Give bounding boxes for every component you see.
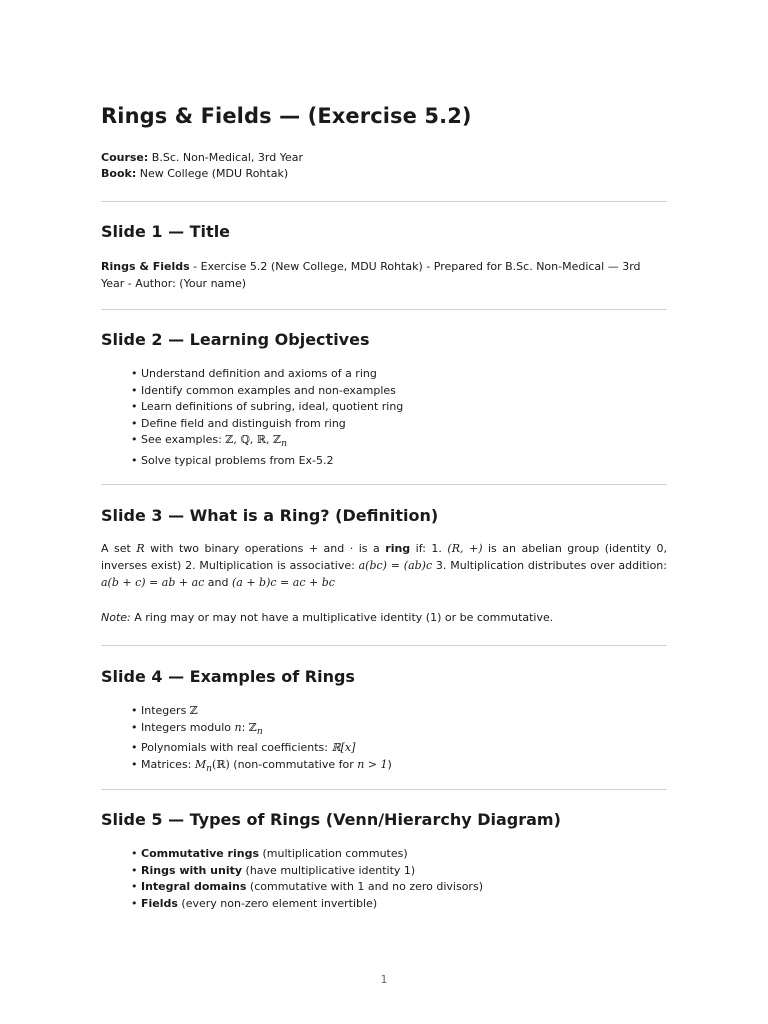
list-item [131,432,403,453]
slide2-objectives-list [131,366,403,470]
slide1-bold: Rings & Fields [101,260,190,273]
math-dist1: a(b + c) = ab + ac [101,576,205,589]
text: : [241,720,249,734]
slide3-note [101,609,667,626]
text: Polynomials with real coefficients: [141,741,332,755]
math-n: n [234,720,242,734]
list-item [131,720,392,741]
text: A set [101,542,137,555]
term: Fields [141,896,178,910]
text: (every non-zero element invertible) [177,896,378,910]
list-item: • Understand definition and axioms of a ring [131,366,403,383]
text: ) [387,757,392,771]
list-item [131,846,483,863]
list-item [131,896,483,913]
text: and [204,576,232,589]
list-item [131,879,483,896]
text: (commutative with 1 and no zero divisors) [246,880,483,894]
list-item: • Define field and distinguish from ring [131,416,403,433]
math-Zn: ℤ [248,720,257,734]
examples-math: ℤ, ℚ, ℝ, ℤ [225,433,282,447]
slide1-body: - Exercise 5.2 (New College, MDU Rohtak) - Prepared for B.Sc. Non-Medical — 3rd Year - Author: (Your name) [101,260,641,290]
slide2-heading: Slide 2 — Learning Objectives [101,330,370,349]
text: Integers modulo [141,720,235,734]
divider [101,309,667,310]
math-group: (R, +) [447,542,483,555]
text: Integers [141,704,190,717]
course-line [101,150,303,166]
ring-term: ring [385,542,411,555]
slide5-heading: Slide 5 — Types of Rings (Venn/Hierarchy Diagram) [101,810,561,829]
book-value: New College (MDU Rohtak) [136,167,289,180]
math-R: (ℝ) [212,757,230,771]
text: and · is a [318,542,386,555]
examples-prefix: See examples: [141,433,226,447]
math-Z: ℤ [189,704,198,717]
list-item [131,703,392,720]
note-text: A ring may or may not have a multiplicative identity (1) or be commutative. [130,611,554,624]
divider [101,645,667,646]
slide4-heading: Slide 4 — Examples of Rings [101,667,355,686]
list-item: • Solve typical problems from Ex-5.2 [131,453,403,470]
book-line [101,166,288,182]
text: is an abelian group (identity 0, inverses exist) 2. Multiplication is associative: [101,542,668,572]
math-Rx: ℝ[x] [331,741,356,755]
term: Rings with unity [141,863,243,877]
page-number: 1 [380,973,388,986]
term: Commutative rings [141,847,260,860]
math-sub: n [256,725,263,737]
note-label: Note: [101,611,131,624]
text: (have multiplicative identity 1) [242,863,416,877]
divider [101,484,667,485]
math-dist2: (a + b)c = ac + bc [232,576,335,589]
math-sub: n [206,763,213,775]
list-item: • Identify common examples and non-examples [131,383,403,400]
math-M: M [194,757,207,771]
term: Integral domains [141,880,247,894]
math-plus: + [308,542,319,555]
math-cond: n > 1 [357,757,388,771]
text: (multiplication commutes) [259,847,408,860]
list-item: • Learn definitions of subring, ideal, quotient ring [131,399,403,416]
slide1-text [101,258,667,292]
list-item [131,757,392,778]
math-assoc: a(bc) = (ab)c [358,559,433,572]
slide4-examples-list [131,703,392,778]
slide3-definition [101,540,667,591]
slide1-heading: Slide 1 — Title [101,222,231,241]
list-item [131,863,483,880]
book-label: Book: [101,167,137,180]
list-item [131,740,392,757]
slide5-types-list [131,846,483,912]
text: Matrices: [141,757,195,771]
text: 3. Multiplication distributes over addition: [432,559,667,572]
math-R: R [136,542,145,555]
text: if: 1. [410,542,448,555]
text: (non-commutative for [229,757,358,771]
course-value: B.Sc. Non-Medical, 3rd Year [148,151,303,164]
document-title: Rings & Fields — (Exercise 5.2) [101,104,472,128]
examples-sub: n [281,438,287,450]
slide3-heading: Slide 3 — What is a Ring? (Definition) [101,506,439,525]
divider [101,789,667,790]
text: with two binary operations [144,542,309,555]
divider [101,201,667,202]
course-label: Course: [101,151,149,164]
